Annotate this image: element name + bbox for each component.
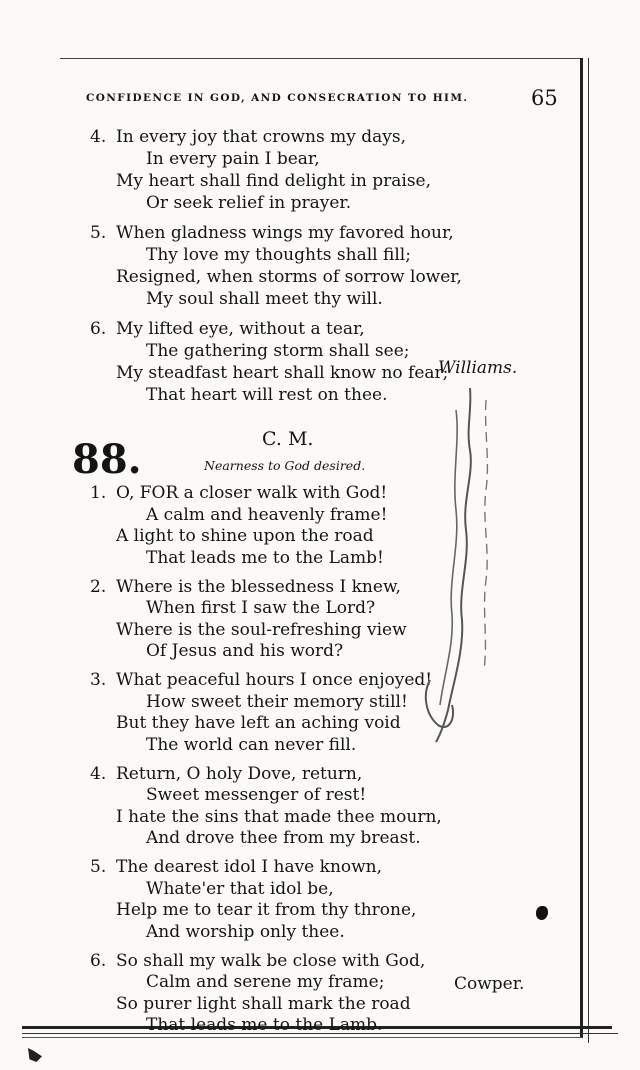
right-border-rule-thin <box>588 58 589 1043</box>
hymn-author: Cowper. <box>454 974 525 994</box>
hymn-meter: C. M. <box>262 428 314 450</box>
verse-line: My heart shall find delight in praise, <box>116 171 432 191</box>
verse-line: And worship only thee. <box>146 921 345 942</box>
verse-line: I hate the sins that made thee mourn, <box>116 806 442 827</box>
verse-line: How sweet their memory still! <box>146 691 408 712</box>
handwritten-marginal-signature <box>400 380 510 750</box>
verse-line: Sweet messenger of rest! <box>146 785 367 805</box>
verse-line: O, FOR a closer walk with God! <box>116 483 388 503</box>
verse-line: So shall my walk be close with God, <box>116 950 426 971</box>
verse-number: 4. <box>90 763 107 784</box>
verse-number: 6. <box>90 319 107 339</box>
previous-hymn-author: Williams. <box>438 358 518 378</box>
verse-line: Where is the blessedness I knew, <box>116 576 401 597</box>
bottom-border-rule-faint <box>22 1037 582 1038</box>
verse-number: 5. <box>90 223 107 243</box>
verse-line: Thy love my thoughts shall fill; <box>146 245 411 265</box>
verse-line: Help me to tear it from thy throne, <box>116 900 417 920</box>
verse-line: A light to shine upon the road <box>116 526 374 546</box>
verse-line: The dearest idol I have known, <box>116 857 383 877</box>
verse-number: 6. <box>90 950 107 971</box>
verse-line: My lifted eye, without a tear, <box>116 319 365 339</box>
top-rule <box>60 58 582 59</box>
verse-line: Resigned, when storms of sorrow lower, <box>116 267 462 287</box>
verse-line: A calm and heavenly frame! <box>146 504 388 525</box>
running-header <box>86 86 586 116</box>
verse-line: My soul shall meet thy will. <box>146 289 383 309</box>
verse-line: Return, O holy Dove, return, <box>116 763 363 784</box>
verse-line: The gathering storm shall see; <box>146 341 410 361</box>
verse-line: That heart will rest on thee. <box>146 385 388 405</box>
verse-line: That leads me to the Lamb. <box>146 1015 383 1035</box>
hymn-title: Nearness to God desired. <box>204 458 366 473</box>
verse-line: When first I saw the Lord? <box>146 598 376 618</box>
verse-line: My steadfast heart shall know no fear; <box>116 363 449 383</box>
ink-blot <box>536 906 548 920</box>
verse-line: Whate'er that idol be, <box>146 878 334 899</box>
verse-line: What peaceful hours I once enjoyed! <box>116 670 433 690</box>
hymn-number: 88. <box>72 436 142 483</box>
verse-number: 4. <box>90 127 107 147</box>
verse-line: So purer light shall mark the road <box>116 993 411 1014</box>
ink-corner-mark <box>28 1048 42 1062</box>
running-header-title: CONFIDENCE IN GOD, AND CONSECRATION TO HIM. <box>86 92 469 104</box>
verse-line: Where is the soul-refreshing view <box>116 619 407 640</box>
verse-line: When gladness wings my favored hour, <box>116 223 454 243</box>
verse-number: 3. <box>90 670 107 690</box>
right-border-rule <box>580 58 583 1038</box>
verse-number: 2. <box>90 576 107 597</box>
verse-line: In every pain I bear, <box>146 149 320 169</box>
verse-number: 5. <box>90 857 107 877</box>
verse-line: Or seek relief in prayer. <box>146 193 352 213</box>
verse-line: But they have left an aching void <box>116 713 401 733</box>
verse-line: That leads me to the Lamb! <box>146 547 384 568</box>
verse-line: The world can never fill. <box>146 734 357 755</box>
verse-number: 1. <box>90 483 107 503</box>
verse-line: And drove thee from my breast. <box>146 828 421 848</box>
page-number: 65 <box>531 86 558 110</box>
verse-line: In every joy that crowns my days, <box>116 127 406 147</box>
verse-line: Calm and serene my frame; <box>146 972 385 992</box>
verse-line: Of Jesus and his word? <box>146 641 344 661</box>
